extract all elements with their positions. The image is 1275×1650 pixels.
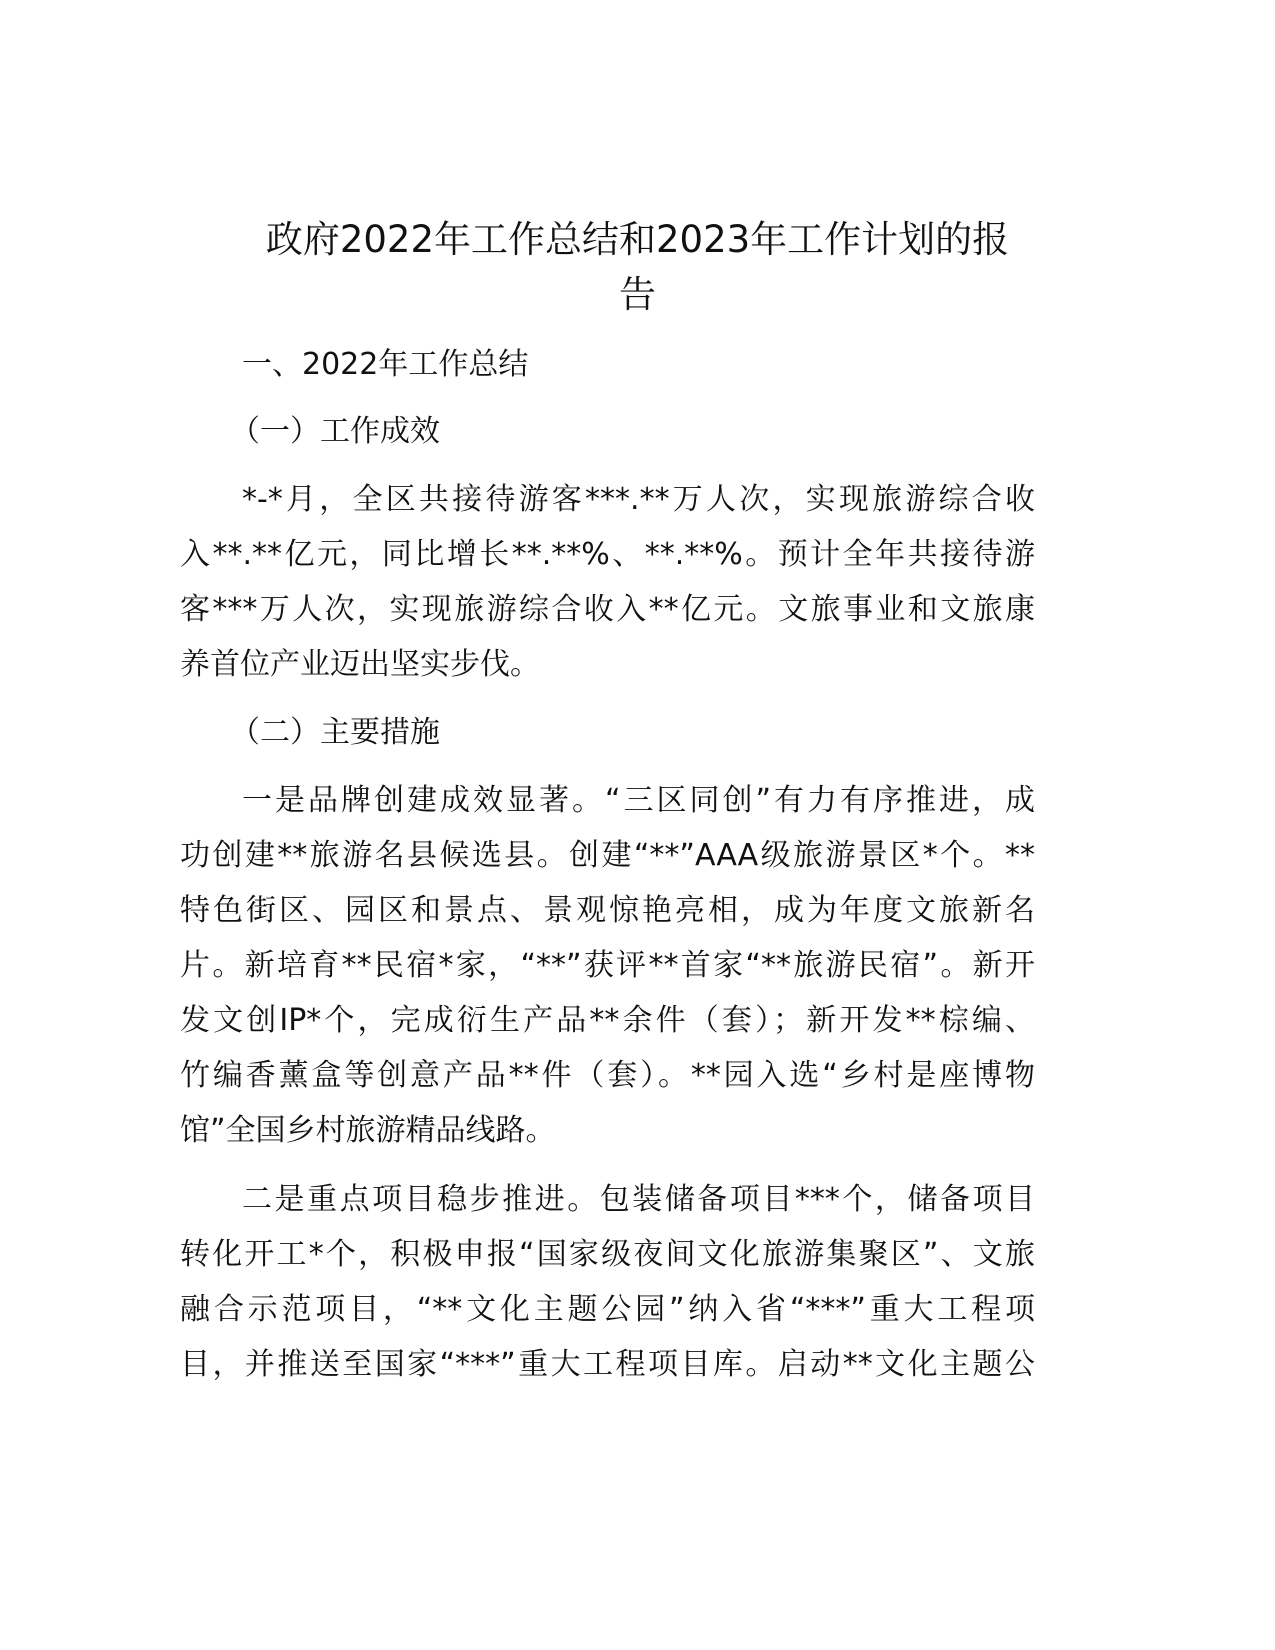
paragraph-line: 转化开工*个，积极申报“国家级夜间文化旅游集聚区”、文旅 [180,1237,1035,1272]
section-heading: 一、2022年工作总结 [242,347,529,382]
paragraph-line: 养首位产业迈出坚实步伐。 [180,647,540,682]
subsection-heading: （一）工作成效 [230,414,440,449]
document-title-line-1: 政府2022年工作总结和2023年工作计划的报 [265,218,1010,261]
paragraph-line: 特色街区、园区和景点、景观惊艳亮相，成为年度文旅新名 [180,893,1035,928]
document-title-line-2: 告 [619,273,656,316]
subsection-heading: （二）主要措施 [230,715,440,750]
paragraph-line: 馆”全国乡村旅游精品线路。 [180,1113,556,1148]
paragraph-line: 竹编香薰盒等创意产品**件（套）。**园入选“乡村是座博物 [180,1058,1035,1093]
paragraph-line: *-*月，全区共接待游客***.**万人次，实现旅游综合收 [242,482,1035,517]
paragraph-line: 片。新培育**民宿*家，“**”获评**首家“**旅游民宿”。新开 [180,948,1035,983]
paragraph-line: 二是重点项目稳步推进。包装储备项目***个，储备项目 [242,1182,1035,1217]
paragraph-line: 一是品牌创建成效显著。“三区同创”有力有序推进，成 [242,783,1035,818]
paragraph-line: 功创建**旅游名县候选县。创建“**”AAA级旅游景区*个。** [180,838,1035,873]
paragraph-line: 客***万人次，实现旅游综合收入**亿元。文旅事业和文旅康 [180,592,1035,627]
paragraph-line: 目，并推送至国家“***”重大工程项目库。启动**文化主题公 [180,1347,1035,1382]
paragraph-line: 发文创IP*个，完成衍生产品**余件（套）；新开发**棕编、 [180,1003,1035,1038]
paragraph-line: 入**.**亿元，同比增长**.**%、**.**%。预计全年共接待游 [180,537,1035,572]
paragraph-line: 融合示范项目，“**文化主题公园”纳入省“***”重大工程项 [180,1292,1035,1327]
